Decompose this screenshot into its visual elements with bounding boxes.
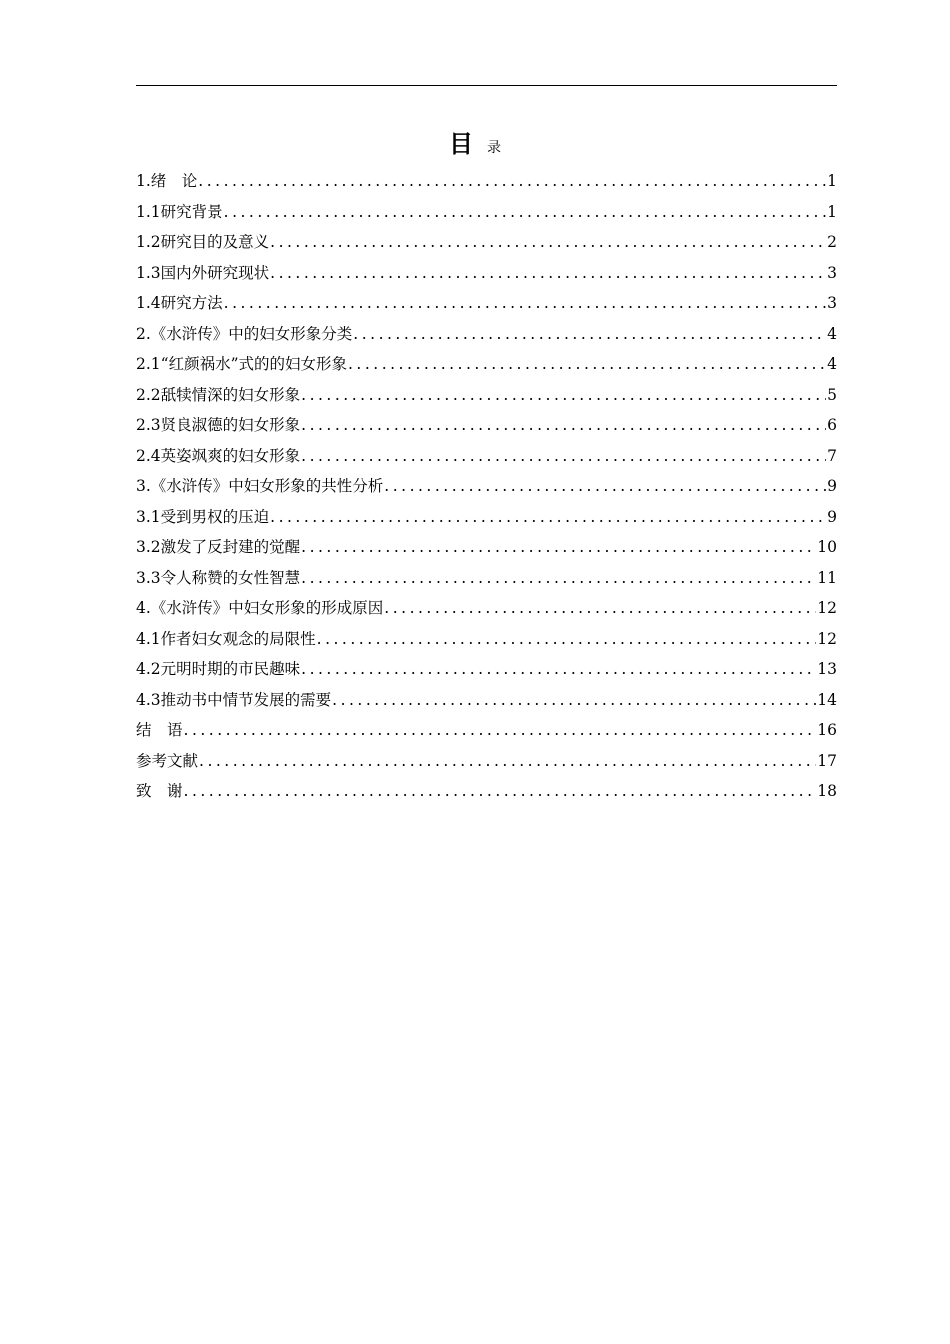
toc-entry-title: 3.《水浒传》中妇女形象的共性分析	[136, 477, 384, 495]
toc-entry-title: 2.1“红颜祸水”式的的妇女形象	[136, 355, 347, 373]
toc-entry-page-number: 10	[817, 538, 837, 556]
toc-entry[interactable]	[136, 593, 837, 624]
toc-entry-title: 1.2研究目的及意义	[136, 233, 270, 251]
toc-entry-title: 4.《水浒传》中妇女形象的形成原因	[136, 599, 384, 617]
toc-entry-title: 1.1研究背景	[136, 202, 223, 221]
toc-entry-page-number: 7	[827, 446, 837, 465]
toc-entry[interactable]	[136, 166, 837, 197]
toc-leader-dots	[353, 319, 826, 350]
toc-leader-dots	[270, 502, 826, 533]
toc-entry-page-number: 1	[827, 172, 837, 190]
toc-entry[interactable]	[136, 410, 837, 441]
toc-entry[interactable]	[136, 319, 837, 350]
toc-entry[interactable]	[136, 258, 837, 289]
toc-entry-page-number: 17	[817, 751, 837, 770]
toc-leader-dots	[184, 715, 817, 746]
toc-entry-page-number: 18	[817, 782, 837, 800]
toc-leader-dots	[301, 654, 816, 685]
toc-entry-title: 3.1受到男权的压迫	[136, 507, 270, 526]
toc-leader-dots	[198, 166, 826, 197]
toc-leader-dots	[384, 471, 826, 502]
toc-entry[interactable]	[136, 746, 837, 777]
toc-entry[interactable]	[136, 349, 837, 380]
table-of-contents	[136, 166, 837, 807]
toc-entry-title: 4.1作者妇女观念的局限性	[136, 629, 316, 648]
toc-title	[0, 124, 950, 159]
toc-entry-page-number: 6	[827, 416, 837, 434]
toc-leader-dots	[332, 685, 816, 716]
toc-entry-page-number: 16	[817, 721, 837, 739]
toc-entry-title: 1.3国内外研究现状	[136, 263, 270, 282]
toc-entry-page-number: 5	[827, 385, 837, 404]
toc-leader-dots	[270, 258, 826, 289]
toc-entry-title: 4.3推动书中情节发展的需要	[136, 690, 332, 709]
toc-entry[interactable]	[136, 197, 837, 228]
toc-leader-dots	[224, 288, 826, 319]
toc-entry[interactable]	[136, 563, 837, 594]
toc-entry-title: 参考文献	[136, 751, 199, 770]
toc-entry-title: 3.2激发了反封建的觉醒	[136, 538, 301, 556]
toc-entry[interactable]	[136, 288, 837, 319]
toc-entry-title: 4.2元明时期的市民趣味	[136, 660, 301, 678]
toc-entry-title: 1.绪 论	[136, 172, 198, 190]
toc-entry[interactable]	[136, 776, 837, 807]
toc-leader-dots	[317, 624, 817, 655]
toc-entry[interactable]	[136, 624, 837, 655]
toc-entry-page-number: 9	[827, 507, 837, 526]
toc-entry-page-number: 12	[817, 599, 837, 617]
toc-entry-title: 2.3贤良淑德的妇女形象	[136, 416, 301, 434]
toc-leader-dots	[301, 441, 826, 472]
header-rule	[136, 85, 837, 86]
toc-entry[interactable]	[136, 502, 837, 533]
toc-entry-title: 2.2舐犊情深的妇女形象	[136, 385, 301, 404]
toc-leader-dots	[301, 410, 826, 441]
toc-entry-title: 3.3令人称赞的女性智慧	[136, 568, 301, 587]
toc-leader-dots	[301, 380, 826, 411]
toc-entry-page-number: 2	[827, 233, 837, 251]
toc-entry-title: 致 谢	[136, 782, 183, 800]
toc-entry-page-number: 13	[817, 660, 837, 678]
toc-entry-title: 2.《水浒传》中的妇女形象分类	[136, 324, 353, 343]
toc-entry-page-number: 4	[827, 324, 837, 343]
toc-entry[interactable]	[136, 654, 837, 685]
toc-entry-title: 结 语	[136, 721, 183, 739]
toc-entry-title: 1.4研究方法	[136, 294, 223, 312]
toc-title-main: 目	[449, 130, 473, 158]
toc-leader-dots	[199, 746, 816, 777]
toc-leader-dots	[384, 593, 816, 624]
toc-entry[interactable]	[136, 532, 837, 563]
toc-leader-dots	[301, 532, 816, 563]
toc-entry-page-number: 9	[827, 477, 837, 495]
toc-entry-title: 2.4英姿飒爽的妇女形象	[136, 446, 301, 465]
toc-title-sub: 录	[487, 140, 501, 156]
toc-entry[interactable]	[136, 380, 837, 411]
toc-entry[interactable]	[136, 685, 837, 716]
toc-entry[interactable]	[136, 227, 837, 258]
toc-entry-page-number: 3	[827, 263, 837, 282]
toc-leader-dots	[184, 776, 817, 807]
toc-entry-page-number: 11	[817, 568, 837, 587]
toc-leader-dots	[270, 227, 826, 258]
toc-entry[interactable]	[136, 715, 837, 746]
toc-entry-page-number: 14	[817, 690, 837, 709]
toc-entry[interactable]	[136, 441, 837, 472]
toc-leader-dots	[301, 563, 816, 594]
toc-entry[interactable]	[136, 471, 837, 502]
toc-entry-page-number: 4	[827, 355, 837, 373]
toc-entry-page-number: 1	[827, 202, 837, 221]
toc-entry-page-number: 3	[827, 294, 837, 312]
toc-entry-page-number: 12	[817, 629, 837, 648]
toc-leader-dots	[224, 197, 826, 228]
toc-leader-dots	[348, 349, 826, 380]
